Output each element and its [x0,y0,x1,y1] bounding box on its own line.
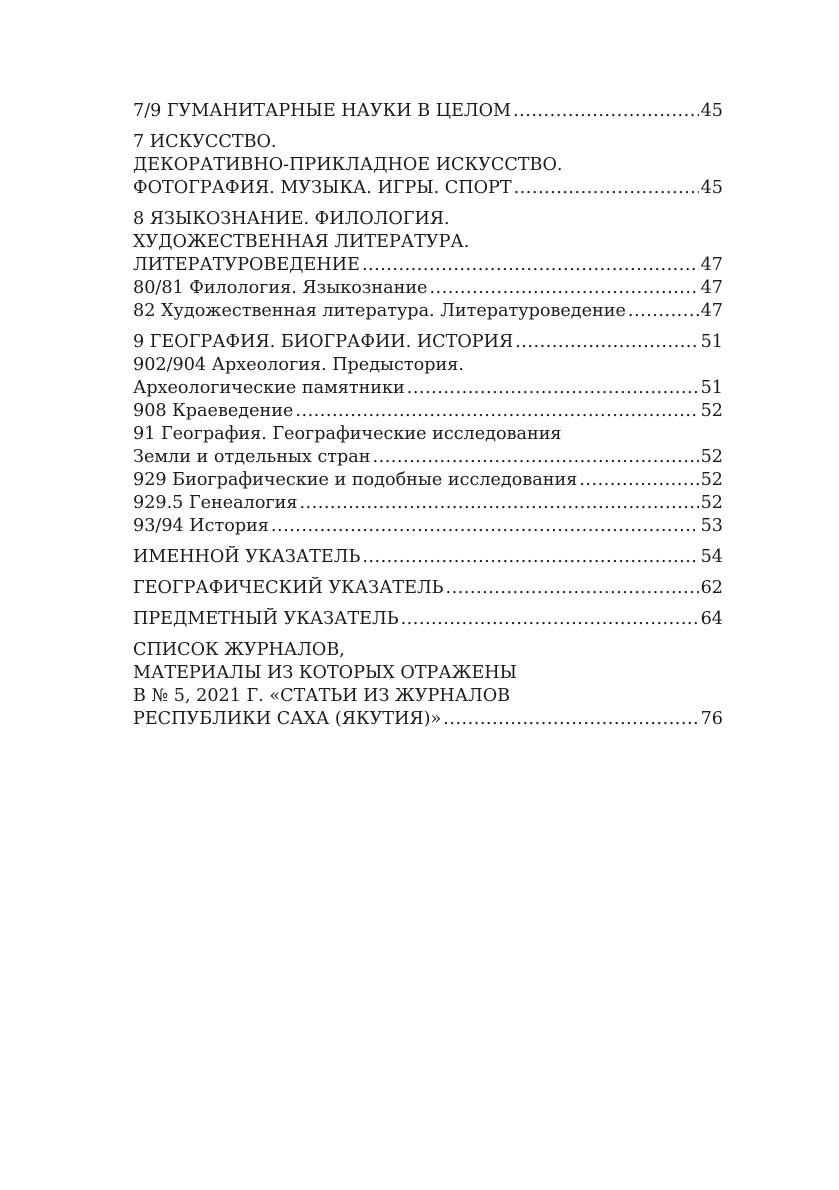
toc-entry-final-line [133,277,723,300]
toc-entry-final-line [133,446,723,469]
toc-entry[interactable] [133,100,723,123]
toc-entry-final-line [133,100,723,123]
toc-entry[interactable] [133,423,723,469]
toc-entry-title-line: ХУДОЖЕСТВЕННАЯ ЛИТЕРАТУРА. [133,232,470,252]
page-number: 51 [700,332,723,352]
toc-entry[interactable] [133,577,723,600]
toc-entry-final-line [133,708,723,731]
dot-leader [271,515,699,538]
toc-entry-title-line: 82 Художественная литература. Литературоведение [133,301,626,321]
toc-entry-title-line: 9 ГЕОГРАФИЯ. БИОГРАФИИ. ИСТОРИЯ [133,332,514,352]
toc-entry-title-line: Земли и отдельных стран [133,447,371,467]
dot-leader [514,177,699,200]
toc-entry-title-line: ИМЕННОЙ УКАЗАТЕЛЬ [133,547,361,567]
dot-leader [407,377,699,400]
toc-entry-title-line: ЛИТЕРАТУРОВЕДЕНИЕ [133,255,360,275]
page-number: 76 [700,709,723,729]
toc-entry-title-line: РЕСПУБЛИКИ САХА (ЯКУТИЯ)» [133,709,442,729]
toc-entry-final-line [133,492,723,515]
page-number: 51 [700,378,723,398]
page-number: 47 [700,278,723,298]
page-number: 52 [700,493,723,513]
toc-entry-title-line: ФОТОГРАФИЯ. МУЗЫКА. ИГРЫ. СПОРТ [133,178,512,198]
toc-entry[interactable] [133,300,723,323]
toc-entry-title-line: СПИСОК ЖУРНАЛОВ, [133,640,345,660]
dot-leader [362,254,699,277]
dot-leader [513,100,699,123]
toc-entry-final-line [133,608,723,631]
toc-entry-title-line: Археологические памятники [133,378,405,398]
toc-entry-final-line [133,177,723,200]
dot-leader [362,546,698,569]
page-number: 54 [700,547,723,567]
toc-entry[interactable] [133,515,723,538]
toc-entry-title-line: 91 География. Географические исследования [133,424,562,444]
toc-entry[interactable] [133,400,723,423]
table-of-contents [133,100,723,731]
page-number: 64 [700,609,723,629]
page-number: 62 [700,578,723,598]
dot-leader [401,608,699,631]
toc-entry-final-line [133,515,723,538]
dot-leader [443,708,698,731]
toc-entry-title-line: ПРЕДМЕТНЫЙ УКАЗАТЕЛЬ [133,609,399,629]
dot-leader [628,300,699,323]
dot-leader [373,446,699,469]
toc-entry[interactable] [133,546,723,569]
toc-entry-title-line: 7/9 ГУМАНИТАРНЫЕ НАУКИ В ЦЕЛОМ [133,101,512,121]
toc-entry[interactable] [133,208,723,277]
toc-entry[interactable] [133,131,723,200]
dot-leader [295,400,698,423]
page-number: 47 [700,301,723,321]
toc-entry[interactable] [133,331,723,354]
page-number: 52 [700,470,723,490]
page-number: 53 [700,516,723,536]
toc-entry-title-line: 902/904 Археология. Предыстория. [133,355,464,375]
toc-entry-title-line: МАТЕРИАЛЫ ИЗ КОТОРЫХ ОТРАЖЕНЫ [133,663,517,683]
toc-entry[interactable] [133,492,723,515]
toc-entry-title-line: 93/94 История [133,516,269,536]
toc-entry-final-line [133,469,723,492]
toc-entry-title-line: ДЕКОРАТИВНО-ПРИКЛАДНОЕ ИСКУССТВО. [133,155,563,175]
toc-entry-title-line: 908 Краеведение [133,401,294,421]
toc-entry-title-line: 8 ЯЗЫКОЗНАНИЕ. ФИЛОЛОГИЯ. [133,209,450,229]
toc-entry[interactable] [133,277,723,300]
toc-entry-title-line: В № 5, 2021 Г. «СТАТЬИ ИЗ ЖУРНАЛОВ [133,686,511,706]
toc-entry[interactable] [133,639,723,731]
dot-leader [429,277,698,300]
toc-entry-title-line: 929 Биографические и подобные исследования [133,470,578,490]
page-number: 52 [700,401,723,421]
toc-entry-final-line [133,331,723,354]
dot-leader [515,331,698,354]
toc-entry-final-line [133,546,723,569]
toc-entry-final-line [133,400,723,423]
page-number: 45 [700,178,723,198]
toc-entry-title-line: 929.5 Генеалогия [133,493,298,513]
toc-entry-title-line: 7 ИСКУССТВО. [133,132,277,152]
page-number: 45 [700,101,723,121]
page-number: 47 [700,255,723,275]
toc-entry[interactable] [133,608,723,631]
toc-entry-title-line: ГЕОГРАФИЧЕСКИЙ УКАЗАТЕЛЬ [133,578,444,598]
toc-entry-final-line [133,377,723,400]
toc-entry-title-line: 80/81 Филология. Языкознание [133,278,428,298]
toc-entry-final-line [133,300,723,323]
dot-leader [446,577,699,600]
toc-entry-final-line [133,254,723,277]
page-number: 52 [700,447,723,467]
dot-leader [579,469,698,492]
toc-entry-final-line [133,577,723,600]
toc-entry[interactable] [133,354,723,400]
toc-entry[interactable] [133,469,723,492]
dot-leader [299,492,698,515]
